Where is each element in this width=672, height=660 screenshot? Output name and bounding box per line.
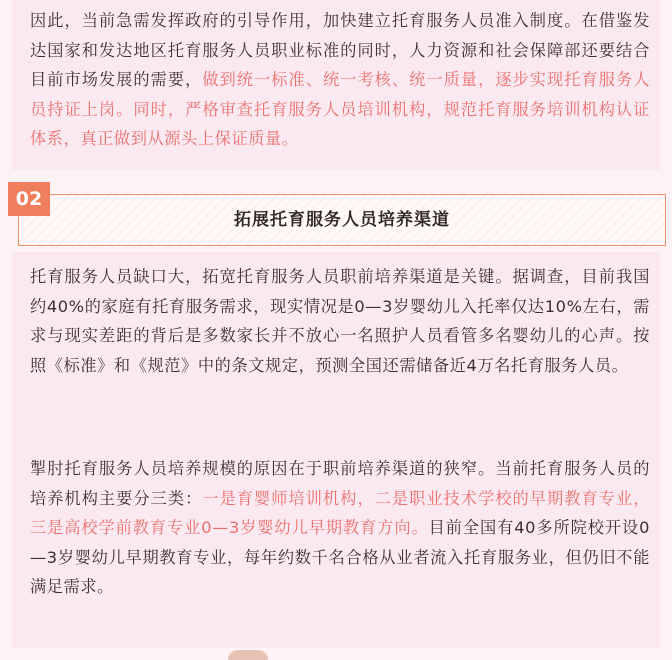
paragraph-3-tail: 目前全国有40多所院校开设0—3岁婴幼儿早期教育专业，每年约数千名合格从业者流入托育服务业，但仍旧不能满足需求。: [30, 518, 651, 596]
paragraph-1-lead: 因此，当前急需发挥政府的引导作用，加快建立托育服务人员准入制度。在借鉴发达国家和发达地区托育服务人员职业标准的同时，人力资源和社会保障部还要结合目前市场发展的需要，: [30, 11, 650, 89]
section-title: 拓展托育服务人员培养渠道: [234, 210, 450, 230]
paragraph-2: 托育服务人员缺口大，拓宽托育服务人员职前培养渠道是关键。据调查，目前我国约40%的家庭有托育服务需求，现实情况是0—3岁婴幼儿入托率仅达10%左右，需求与现实差距的背后是多数家长并不放心一名照护人员看管多名婴幼儿的心声。按照《标准》和《规范》中的条文规定，预测全国还需储备近4万名托育服务人员。: [30, 267, 650, 375]
section-number-badge: 02: [8, 182, 50, 216]
paragraph-3: [30, 454, 650, 602]
paragraph-1-highlight: 做到统一标准、统一考核、统一质量，逐步实现托育服务人员持证上岗。同时，严格审查托育服务人员培训机构，规范托育服务培训机构认证体系，真正做到从源头上保证质量。: [30, 70, 650, 148]
paragraph-3-highlight: 一是育婴师培训机构，二是职业技术学校的早期教育专业，三是高校学前教育专业0—3岁婴幼儿早期教育方向。: [30, 488, 650, 537]
paragraph-1: [30, 6, 650, 154]
bottom-ornament: [228, 650, 268, 660]
section-header: [8, 182, 668, 248]
paragraph-3-lead: 掣肘托育服务人员培养规模的原因在于职前培养渠道的狭窄。当前托育服务人员的培养机构主要分三类：: [30, 459, 650, 508]
